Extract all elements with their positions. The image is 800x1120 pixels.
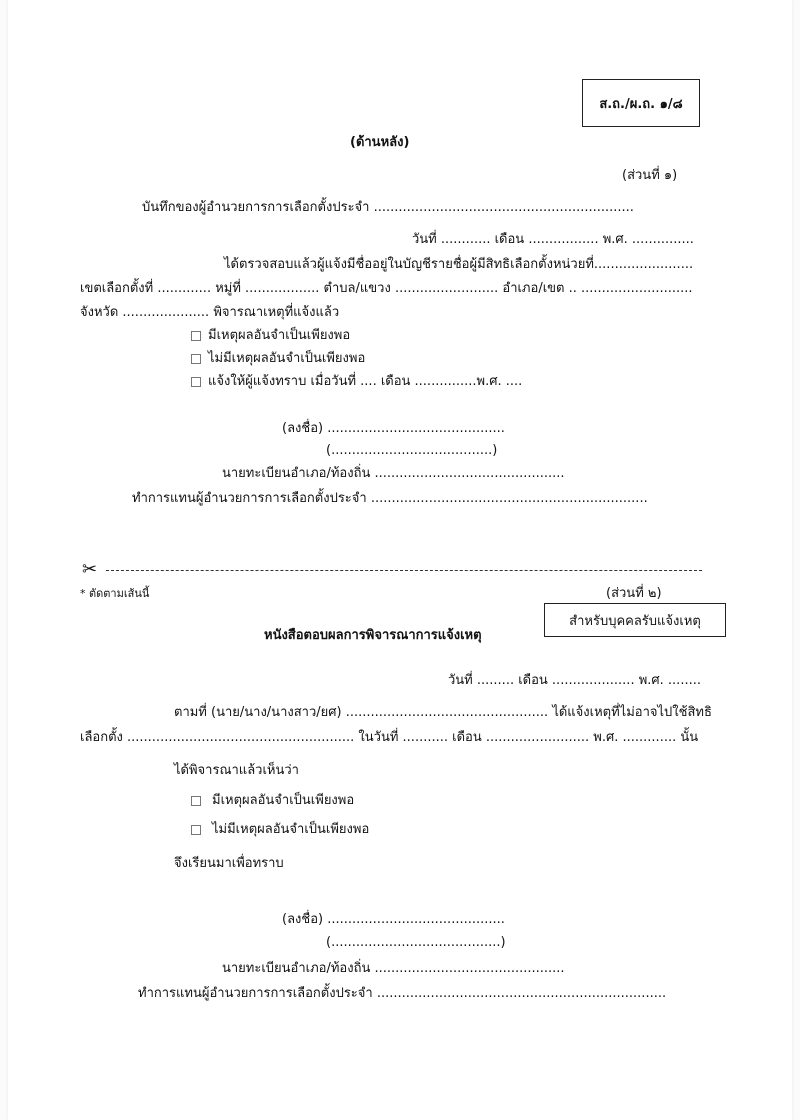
- part2-option-2: ไม่มีเหตุผลอันจำเป็นเพียงพอ: [212, 822, 370, 837]
- checkbox-icon[interactable]: [191, 354, 201, 364]
- part1-label: (ส่วนที่ ๑): [622, 168, 678, 183]
- cut-line: [106, 570, 702, 571]
- form-code: ส.ถ./ผ.ถ. ๑/๘: [599, 96, 683, 112]
- checkbox-icon[interactable]: [191, 825, 201, 835]
- part1-on-behalf: ทำการแทนผู้อำนวยการการเลือกตั้งประจำ ...................................................................: [132, 491, 648, 506]
- scissors-icon: ✂: [82, 559, 98, 580]
- recipient-tag: สำหรับบุคคลรับแจ้งเหตุ: [569, 613, 701, 629]
- part2-considered: ได้พิจารณาแล้วเห็นว่า: [174, 763, 299, 778]
- part2-registrar: นายทะเบียนอำเภอ/ท้องถิ่น ..............................................: [222, 961, 565, 976]
- back-side-title: (ด้านหลัง): [350, 135, 410, 150]
- part2-option-1: มีเหตุผลอันจำเป็นเพียงพอ: [212, 793, 355, 808]
- part1-line5: จังหวัด ..................... พิจารณาเหตุที่แจ้งแล้ว: [80, 305, 340, 320]
- recipient-tag-box: [544, 603, 726, 637]
- part2-date-line: วันที่ ......... เดือน .................... พ.ศ. ........: [448, 673, 701, 688]
- part2-line2: เลือกตั้ง ....................................................... ในวันที่ ........... เดือน ......................... พ.ศ. ............. นั้น: [80, 730, 699, 745]
- part2-signature: (ลงชื่อ) ...........................................: [282, 912, 505, 927]
- part1-signature-name: (.......................................): [326, 443, 498, 458]
- part2-on-behalf: ทำการแทนผู้อำนวยการการเลือกตั้งประจำ ......................................................................: [138, 986, 667, 1001]
- document-page: [8, 0, 792, 1120]
- checkbox-icon[interactable]: [191, 796, 201, 806]
- part2-line1: ตามที่ (นาย/นาง/นางสาว/ยศ) ................................................. ได้แจ้งเหตุที่ไม่อาจไปใช้สิทธิ: [174, 705, 712, 720]
- part2-title: หนังสือตอบผลการพิจารณาการแจ้งเหตุ: [264, 628, 482, 643]
- part1-registrar: นายทะเบียนอำเภอ/ท้องถิ่น ..............................................: [222, 466, 565, 481]
- part1-line3: ได้ตรวจสอบแล้วผู้แจ้งมีชื่ออยู่ในบัญชีรายชื่อผู้มีสิทธิเลือกตั้งหน่วยที่........................: [224, 257, 694, 272]
- part1-option-2: ไม่มีเหตุผลอันจำเป็นเพียงพอ: [208, 351, 366, 366]
- cut-note: * ตัดตามเส้นนี้: [80, 587, 150, 600]
- part1-signature: (ลงชื่อ) ...........................................: [282, 421, 505, 436]
- checkbox-icon[interactable]: [191, 377, 201, 387]
- checkbox-icon[interactable]: [191, 331, 201, 341]
- part1-option-1: มีเหตุผลอันจำเป็นเพียงพอ: [208, 328, 351, 343]
- part2-closing: จึงเรียนมาเพื่อทราบ: [174, 856, 284, 871]
- part2-signature-name: (.........................................): [326, 935, 506, 950]
- part1-line4: เขตเลือกตั้งที่ ............. หมู่ที่ .................. ตำบล/แขวง ......................... อำเภอ/เขต .. ...........................: [80, 281, 693, 296]
- part1-line2: วันที่ ............ เดือน ................. พ.ศ. ...............: [412, 232, 694, 247]
- part1-line1: บันทึกของผู้อำนวยการการเลือกตั้งประจำ ...............................................................: [142, 200, 634, 215]
- part2-label: (ส่วนที่ ๒): [606, 586, 662, 601]
- part1-option-3: แจ้งให้ผู้แจ้งทราบ เมื่อวันที่ .... เดือน ...............พ.ศ. ....: [208, 374, 523, 389]
- form-code-box: [582, 79, 700, 127]
